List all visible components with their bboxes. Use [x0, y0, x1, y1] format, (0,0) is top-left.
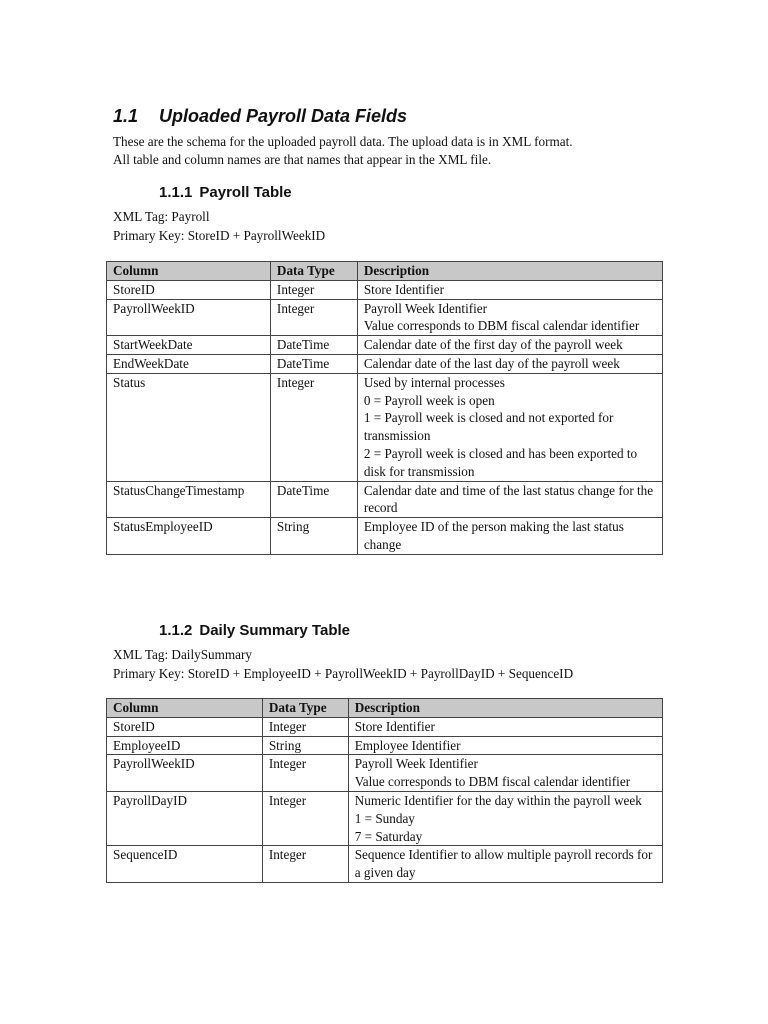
- description-line: Store Identifier: [354, 718, 435, 734]
- description-line: 1 = Payroll week is closed and not exported for transmission: [363, 410, 614, 444]
- xml-tag: XML Tag: DailySummary: [113, 647, 252, 662]
- table-row: [107, 280, 663, 299]
- column-header: Description: [357, 262, 662, 281]
- column-header: Column: [107, 262, 271, 281]
- cell-data-type: Integer: [262, 755, 348, 792]
- table-row: [107, 717, 663, 736]
- cell-column-name: StartWeekDate: [107, 336, 271, 355]
- table-row: [107, 846, 663, 883]
- cell-column-name: StatusEmployeeID: [107, 518, 271, 555]
- description-line: 7 = Saturday: [354, 828, 423, 844]
- cell-column-name: Status: [107, 373, 271, 481]
- cell-description: [348, 736, 662, 755]
- description-line: Calendar date of the last day of the payroll week: [363, 355, 620, 371]
- cell-data-type: Integer: [262, 717, 348, 736]
- daily-summary-schema-table: [106, 698, 663, 883]
- column-header: Column: [107, 699, 263, 718]
- description-line: Employee Identifier: [354, 737, 461, 753]
- cell-data-type: String: [262, 736, 348, 755]
- cell-description: [357, 481, 662, 518]
- cell-description: [348, 791, 662, 845]
- intro-line: These are the schema for the uploaded payroll data. The upload data is in XML format.: [113, 134, 573, 149]
- column-header: Data Type: [270, 262, 357, 281]
- cell-column-name: EmployeeID: [107, 736, 263, 755]
- cell-column-name: StoreID: [107, 717, 263, 736]
- daily-table-title: Daily Summary Table: [199, 622, 350, 639]
- column-header: Description: [348, 699, 662, 718]
- table-row: [107, 518, 663, 555]
- table-row: [107, 373, 663, 481]
- payroll-schema-table: [106, 261, 663, 555]
- primary-key: Primary Key: StoreID + EmployeeID + PayrollWeekID + PayrollDayID + SequenceID: [113, 666, 574, 681]
- xml-tag: XML Tag: Payroll: [113, 209, 210, 224]
- description-line: Employee ID of the person making the last status change: [363, 519, 624, 552]
- description-line: Calendar date of the first day of the payroll week: [363, 337, 623, 353]
- cell-data-type: DateTime: [270, 336, 357, 355]
- table-row: [107, 736, 663, 755]
- table-row: [107, 354, 663, 373]
- cell-column-name: PayrollWeekID: [107, 755, 263, 792]
- description-line: Calendar date and time of the last status change for the record: [363, 482, 654, 516]
- description-line: Numeric Identifier for the day within the payroll week: [354, 792, 642, 808]
- cell-description: [357, 280, 662, 299]
- cell-description: [348, 846, 662, 883]
- cell-column-name: StatusChangeTimestamp: [107, 481, 271, 518]
- description-line: Used by internal processes: [363, 374, 505, 390]
- table-row: [107, 336, 663, 355]
- table-header-row: [107, 699, 663, 718]
- description-line: 2 = Payroll week is closed and has been exported to disk for transmission: [363, 445, 638, 479]
- cell-data-type: DateTime: [270, 354, 357, 373]
- cell-column-name: PayrollDayID: [107, 791, 263, 845]
- cell-data-type: DateTime: [270, 481, 357, 518]
- cell-column-name: PayrollWeekID: [107, 299, 271, 336]
- cell-column-name: SequenceID: [107, 846, 263, 883]
- table-row: [107, 755, 663, 792]
- description-line: Store Identifier: [363, 281, 445, 297]
- table-row: [107, 481, 663, 518]
- table-row: [107, 791, 663, 845]
- description-line: Value corresponds to DBM fiscal calendar identifier: [363, 318, 640, 334]
- cell-description: [357, 354, 662, 373]
- cell-data-type: Integer: [270, 299, 357, 336]
- cell-data-type: Integer: [270, 280, 357, 299]
- table-header-row: [107, 262, 663, 281]
- table-row: [107, 299, 663, 336]
- cell-data-type: String: [270, 518, 357, 555]
- section-intro: [113, 133, 673, 169]
- section-title: Uploaded Payroll Data Fields: [159, 106, 408, 126]
- description-line: Sequence Identifier to allow multiple payroll records for a given day: [354, 847, 653, 881]
- section-number: 1.1: [113, 106, 139, 126]
- description-line: Payroll Week Identifier: [363, 300, 488, 316]
- cell-column-name: StoreID: [107, 280, 271, 299]
- cell-data-type: Integer: [262, 791, 348, 845]
- payroll-table-title: Payroll Table: [199, 184, 292, 201]
- daily-table-heading: [159, 622, 350, 639]
- cell-description: [357, 336, 662, 355]
- cell-column-name: EndWeekDate: [107, 354, 271, 373]
- cell-data-type: Integer: [270, 373, 357, 481]
- intro-line: All table and column names are that names that appear in the XML file.: [113, 152, 492, 167]
- section-heading: [113, 106, 407, 127]
- cell-description: [348, 717, 662, 736]
- cell-data-type: Integer: [262, 846, 348, 883]
- description-line: Payroll Week Identifier: [354, 756, 478, 772]
- description-line: 1 = Sunday: [354, 810, 415, 826]
- description-line: 0 = Payroll week is open: [363, 392, 495, 408]
- cell-description: [357, 299, 662, 336]
- cell-description: [357, 373, 662, 481]
- cell-description: [357, 518, 662, 555]
- payroll-table-meta: [113, 207, 325, 245]
- column-header: Data Type: [262, 699, 348, 718]
- cell-description: [348, 755, 662, 792]
- primary-key: Primary Key: StoreID + PayrollWeekID: [113, 228, 326, 243]
- payroll-table-number: 1.1.1: [159, 184, 193, 201]
- daily-table-number: 1.1.2: [159, 622, 193, 639]
- description-line: Value corresponds to DBM fiscal calendar identifier: [354, 774, 631, 790]
- daily-table-meta: [113, 645, 573, 683]
- payroll-table-heading: [159, 184, 292, 201]
